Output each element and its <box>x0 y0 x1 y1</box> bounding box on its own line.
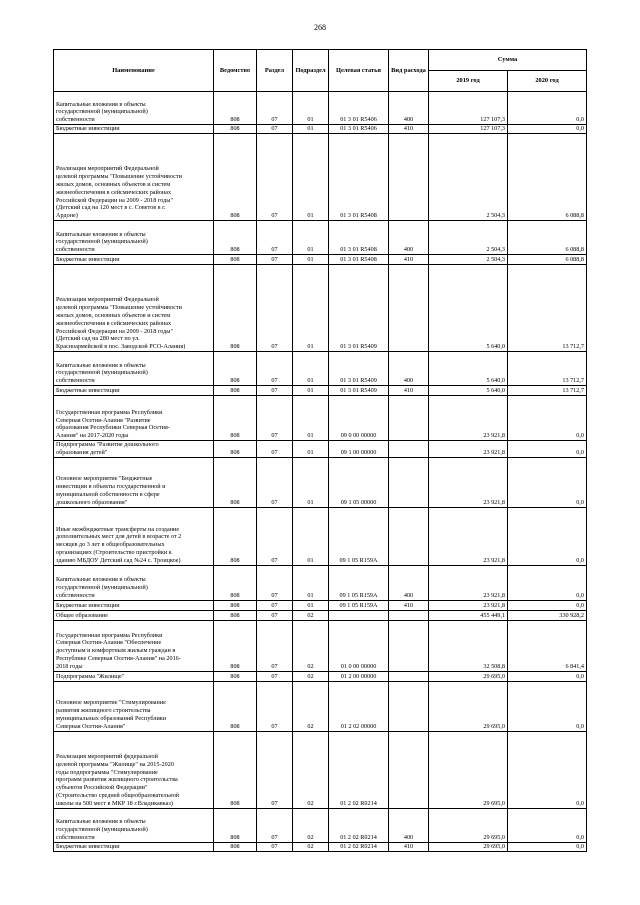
cell-subsection: 01 <box>293 600 329 610</box>
cell-ministry: 808 <box>214 731 257 808</box>
cell-2020: 0,0 <box>508 92 587 125</box>
cell-name: Бюджетные инвестиции <box>54 600 214 610</box>
cell-2020: 0,0 <box>508 565 587 600</box>
cell-2020: 0,0 <box>508 671 587 681</box>
cell-2019: 5 640,0 <box>429 352 508 386</box>
cell-name: Капитальные вложения в объекты государственной (муниципальной) собственности <box>54 92 214 125</box>
cell-name: Капитальные вложения в объекты государственной (муниципальной) собственности <box>54 352 214 386</box>
cell-subsection: 02 <box>293 731 329 808</box>
cell-name: Реализация мероприятий Федеральной целевой программы "Повышение устойчивости жилых домов, основных объектов и систем жизнеобеспечения в сейсмических районах Российской Федерации на 2009 - 2018 годы" (Детский сад на 120 мест в с. Советов в г. Ардоне) <box>54 134 214 221</box>
cell-2019: 2 504,3 <box>429 255 508 265</box>
cell-name: Основное мероприятие "Стимулирование развития жилищного строительства муниципальных образований Республики Северная Осетия-Алания" <box>54 681 214 731</box>
cell-expense-type: 410 <box>389 386 429 396</box>
cell-2020: 0,0 <box>508 842 587 851</box>
cell-name: Государственная программа Республики Северная Осетия-Алания "Развитие образования Республики Северная Осетия- Алания" на 2017-2020 годы <box>54 396 214 441</box>
cell-section: 07 <box>257 565 293 600</box>
table-row <box>54 610 587 620</box>
table-row <box>54 134 587 221</box>
cell-section: 07 <box>257 731 293 808</box>
cell-2019: 5 640,0 <box>429 386 508 396</box>
cell-subsection: 01 <box>293 457 329 507</box>
cell-section: 07 <box>257 441 293 458</box>
cell-subsection: 01 <box>293 255 329 265</box>
cell-subsection: 01 <box>293 92 329 125</box>
cell-ministry: 808 <box>214 441 257 458</box>
cell-target: 09 1 05 00000 <box>329 457 389 507</box>
cell-2020: 330 928,2 <box>508 610 587 620</box>
cell-subsection: 01 <box>293 134 329 221</box>
cell-name: Государственная программа Республики Северная Осетия-Алания "Обеспечение доступным и комфортным жильем граждан в Республике Северная Осетия-Алания" на 2016- 2018 годы <box>54 620 214 671</box>
cell-2019: 23 921,8 <box>429 565 508 600</box>
cell-expense-type: 400 <box>389 565 429 600</box>
cell-2020: 6 088,8 <box>508 221 587 255</box>
table-row <box>54 92 587 125</box>
cell-target: 01 3 01 R5408 <box>329 134 389 221</box>
cell-ministry: 808 <box>214 507 257 565</box>
table-row <box>54 671 587 681</box>
cell-subsection: 02 <box>293 610 329 620</box>
cell-expense-type: 410 <box>389 255 429 265</box>
cell-name: Общее образование <box>54 610 214 620</box>
cell-name: Подпрограмма "Жилище" <box>54 671 214 681</box>
cell-ministry: 808 <box>214 671 257 681</box>
cell-2019: 23 921,8 <box>429 441 508 458</box>
cell-subsection: 02 <box>293 808 329 842</box>
cell-2019: 23 921,8 <box>429 396 508 441</box>
header-expense-type: Вид расхода <box>389 50 429 92</box>
table-body <box>54 92 587 852</box>
cell-subsection: 02 <box>293 671 329 681</box>
header-year-2019: 2019 год <box>429 71 508 92</box>
cell-target: 01 3 01 R5409 <box>329 352 389 386</box>
cell-2020: 0,0 <box>508 681 587 731</box>
cell-section: 07 <box>257 808 293 842</box>
cell-2019: 2 504,3 <box>429 134 508 221</box>
cell-name: Бюджетные инвестиции <box>54 386 214 396</box>
cell-section: 07 <box>257 671 293 681</box>
cell-expense-type <box>389 441 429 458</box>
header-sum: Сумма <box>429 50 587 71</box>
cell-expense-type <box>389 620 429 671</box>
cell-expense-type: 410 <box>389 125 429 134</box>
cell-section: 07 <box>257 396 293 441</box>
cell-2020: 13 712,7 <box>508 386 587 396</box>
cell-name: Бюджетные инвестиции <box>54 255 214 265</box>
cell-2019: 29 695,0 <box>429 681 508 731</box>
cell-subsection: 01 <box>293 507 329 565</box>
cell-subsection: 01 <box>293 265 329 352</box>
table-row <box>54 842 587 851</box>
cell-2020: 6 088,8 <box>508 255 587 265</box>
cell-2020: 0,0 <box>508 507 587 565</box>
cell-section: 07 <box>257 842 293 851</box>
cell-subsection: 01 <box>293 125 329 134</box>
cell-ministry: 808 <box>214 255 257 265</box>
header-section: Раздел <box>257 50 293 92</box>
header-target: Целевая статья <box>329 50 389 92</box>
table-row <box>54 265 587 352</box>
cell-2020: 0,0 <box>508 125 587 134</box>
cell-2019: 455 449,1 <box>429 610 508 620</box>
cell-expense-type: 400 <box>389 92 429 125</box>
header-year-2020: 2020 год <box>508 71 587 92</box>
cell-section: 07 <box>257 134 293 221</box>
cell-ministry: 808 <box>214 681 257 731</box>
cell-ministry: 808 <box>214 396 257 441</box>
cell-ministry: 808 <box>214 457 257 507</box>
cell-2019: 29 695,0 <box>429 808 508 842</box>
cell-name: Бюджетные инвестиции <box>54 842 214 851</box>
cell-expense-type <box>389 507 429 565</box>
cell-name: Подпрограмма "Развитие дошкольного образования детей" <box>54 441 214 458</box>
table-row <box>54 221 587 255</box>
cell-expense-type <box>389 134 429 221</box>
cell-2019: 29 695,0 <box>429 671 508 681</box>
cell-name: Капитальные вложения в объекты государственной (муниципальной) собственности <box>54 565 214 600</box>
table-row <box>54 681 587 731</box>
table-row <box>54 457 587 507</box>
cell-name: Иные межбюджетные трансферты на создание дополнительных мест для детей в возрасте от 2 месяцев до 3 лет в общеобразовательных организациях (Строительство пристройки к зданию МБДОУ Детский сад №24 с. Троицкое) <box>54 507 214 565</box>
cell-subsection: 01 <box>293 441 329 458</box>
cell-target: 01 3 01 R5408 <box>329 221 389 255</box>
cell-expense-type: 410 <box>389 600 429 610</box>
cell-ministry: 808 <box>214 600 257 610</box>
cell-section: 07 <box>257 255 293 265</box>
cell-ministry: 808 <box>214 565 257 600</box>
cell-ministry: 808 <box>214 352 257 386</box>
table-row <box>54 600 587 610</box>
cell-section: 07 <box>257 507 293 565</box>
cell-ministry: 808 <box>214 221 257 255</box>
cell-2019: 2 504,3 <box>429 221 508 255</box>
cell-expense-type <box>389 731 429 808</box>
cell-2020: 6 841,4 <box>508 620 587 671</box>
cell-2019: 29 695,0 <box>429 731 508 808</box>
cell-target <box>329 610 389 620</box>
cell-subsection: 02 <box>293 681 329 731</box>
cell-section: 07 <box>257 620 293 671</box>
cell-ministry: 808 <box>214 265 257 352</box>
cell-2020: 0,0 <box>508 731 587 808</box>
cell-2020: 13 712,7 <box>508 265 587 352</box>
cell-target: 01 2 02 R0214 <box>329 808 389 842</box>
cell-2019: 23 921,8 <box>429 507 508 565</box>
header-ministry: Ведомство <box>214 50 257 92</box>
cell-2019: 23 921,8 <box>429 600 508 610</box>
cell-section: 07 <box>257 92 293 125</box>
cell-target: 01 2 02 00000 <box>329 681 389 731</box>
cell-ministry: 808 <box>214 610 257 620</box>
table-row <box>54 396 587 441</box>
cell-expense-type <box>389 265 429 352</box>
table-row <box>54 565 587 600</box>
cell-expense-type <box>389 457 429 507</box>
cell-ministry: 808 <box>214 386 257 396</box>
cell-target: 01 2 00 00000 <box>329 671 389 681</box>
cell-target: 09 1 05 R159А <box>329 600 389 610</box>
cell-2019: 5 640,0 <box>429 265 508 352</box>
cell-subsection: 01 <box>293 396 329 441</box>
cell-subsection: 02 <box>293 842 329 851</box>
table-row <box>54 731 587 808</box>
header-subsection: Подраздел <box>293 50 329 92</box>
cell-section: 07 <box>257 221 293 255</box>
cell-2019: 29 695,0 <box>429 842 508 851</box>
cell-expense-type: 400 <box>389 352 429 386</box>
cell-ministry: 808 <box>214 92 257 125</box>
cell-name: Бюджетные инвестиции <box>54 125 214 134</box>
cell-section: 07 <box>257 610 293 620</box>
cell-section: 07 <box>257 265 293 352</box>
cell-expense-type: 410 <box>389 842 429 851</box>
cell-2020: 0,0 <box>508 441 587 458</box>
cell-target: 01 3 01 R5409 <box>329 386 389 396</box>
cell-2019: 23 921,8 <box>429 457 508 507</box>
cell-2019: 127 107,3 <box>429 125 508 134</box>
header-name: Наименование <box>54 50 214 92</box>
cell-target: 09 1 05 R159А <box>329 507 389 565</box>
cell-name: Капитальные вложения в объекты государственной (муниципальной) собственности <box>54 221 214 255</box>
table-row <box>54 507 587 565</box>
cell-expense-type <box>389 681 429 731</box>
cell-2020: 0,0 <box>508 808 587 842</box>
cell-2020: 0,0 <box>508 457 587 507</box>
table-row <box>54 352 587 386</box>
cell-target: 01 2 02 R0214 <box>329 842 389 851</box>
cell-subsection: 01 <box>293 221 329 255</box>
cell-section: 07 <box>257 125 293 134</box>
cell-ministry: 808 <box>214 134 257 221</box>
cell-name: Реализация мероприятий федеральной целевой программы "Жилище" на 2015-2020 годы подпрограммы "Стимулирование программ развития жилищного строительства субъектов Российской Федерации" (Строительство средней общеобразовательной школы на 500 мест в МКР 18 г.Владикавказ) <box>54 731 214 808</box>
cell-2020: 0,0 <box>508 600 587 610</box>
cell-2019: 127 107,3 <box>429 92 508 125</box>
cell-expense-type <box>389 671 429 681</box>
cell-subsection: 01 <box>293 386 329 396</box>
cell-2019: 32 508,8 <box>429 620 508 671</box>
cell-section: 07 <box>257 386 293 396</box>
cell-section: 07 <box>257 600 293 610</box>
cell-expense-type: 400 <box>389 808 429 842</box>
cell-ministry: 808 <box>214 125 257 134</box>
cell-name: Основное мероприятие "Бюджетные инвестиции в объекты государственной и муниципальной собственности в сфере дошкольного образования" <box>54 457 214 507</box>
cell-target: 01 3 01 R5409 <box>329 265 389 352</box>
cell-target: 09 1 00 00000 <box>329 441 389 458</box>
cell-subsection: 01 <box>293 352 329 386</box>
cell-section: 07 <box>257 681 293 731</box>
cell-ministry: 808 <box>214 620 257 671</box>
cell-name: Капитальные вложения в объекты государственной (муниципальной) собственности <box>54 808 214 842</box>
table-row <box>54 808 587 842</box>
table-row <box>54 620 587 671</box>
cell-target: 01 2 02 R0214 <box>329 731 389 808</box>
cell-ministry: 808 <box>214 842 257 851</box>
cell-target: 01 3 01 R5406 <box>329 125 389 134</box>
cell-subsection: 01 <box>293 565 329 600</box>
table-row <box>54 441 587 458</box>
cell-target: 01 0 00 00000 <box>329 620 389 671</box>
cell-name: Реализация мероприятий Федеральной целевой программы "Повышение устойчивости жилых домов, основных объектов и систем жизнеобеспечения в сейсмических районах Российской Федерации на 2009 - 2018 годы" (Детский сад на 280 мест по ул. Красноармейской в пос. Заводской РСО-Алания) <box>54 265 214 352</box>
page-number: 268 <box>314 23 326 32</box>
cell-target: 09 1 05 R159А <box>329 565 389 600</box>
cell-target: 09 0 00 00000 <box>329 396 389 441</box>
cell-target: 01 3 01 R5408 <box>329 255 389 265</box>
table-row <box>54 386 587 396</box>
cell-expense-type: 400 <box>389 221 429 255</box>
cell-2020: 0,0 <box>508 396 587 441</box>
budget-table <box>53 49 587 852</box>
cell-ministry: 808 <box>214 808 257 842</box>
cell-2020: 13 712,7 <box>508 352 587 386</box>
cell-expense-type <box>389 610 429 620</box>
cell-section: 07 <box>257 352 293 386</box>
cell-2020: 6 088,8 <box>508 134 587 221</box>
table-row <box>54 255 587 265</box>
cell-expense-type <box>389 396 429 441</box>
cell-subsection: 02 <box>293 620 329 671</box>
cell-section: 07 <box>257 457 293 507</box>
cell-target: 01 3 01 R5406 <box>329 92 389 125</box>
table-row <box>54 125 587 134</box>
